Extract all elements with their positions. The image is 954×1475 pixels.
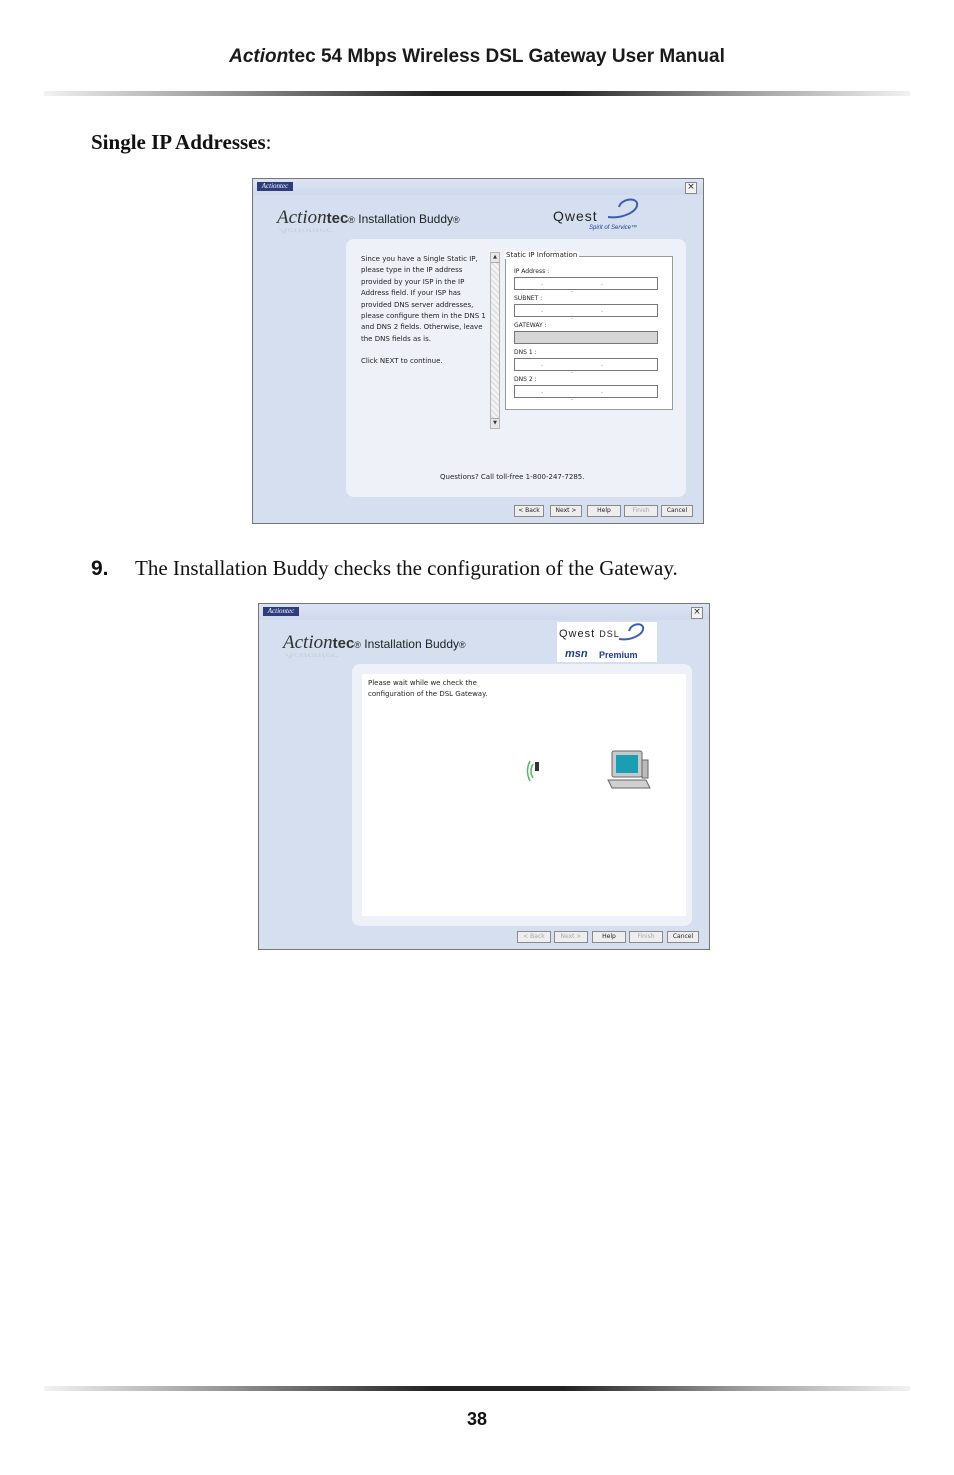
section-heading: Single IP Addresses: bbox=[91, 130, 272, 154]
dns2-label: DNS 2 : bbox=[514, 376, 537, 383]
premium-label: Premium bbox=[599, 650, 638, 660]
page-number: 38 bbox=[466, 1409, 488, 1429]
step-text: The Installation Buddy checks the configuration of the Gateway. bbox=[135, 556, 678, 580]
qwest-swoosh-icon bbox=[603, 197, 643, 221]
signal-icon bbox=[524, 758, 542, 784]
close-icon[interactable]: × bbox=[685, 182, 697, 194]
dns2-field[interactable]: . . . bbox=[514, 385, 658, 398]
progress-area bbox=[362, 674, 686, 916]
brand-reflection: Actiontec bbox=[285, 651, 338, 659]
help-button[interactable]: Help bbox=[587, 505, 621, 517]
help-button[interactable]: Help bbox=[592, 931, 626, 943]
dns1-label: DNS 1 : bbox=[514, 349, 537, 356]
instructions-scrollbar[interactable] bbox=[490, 252, 500, 429]
cancel-button[interactable]: Cancel bbox=[667, 931, 699, 943]
qwest-tagline: Spirit of Service™ bbox=[589, 225, 638, 231]
scroll-down-icon[interactable]: ▼ bbox=[491, 418, 499, 428]
group-title: Static IP Information bbox=[506, 251, 578, 259]
dialog-titlebar bbox=[259, 604, 709, 620]
header-title: tec 54 Mbps Wireless DSL Gateway User Manual bbox=[288, 46, 725, 67]
computer-icon bbox=[606, 750, 652, 792]
running-header bbox=[0, 46, 954, 68]
cancel-button[interactable]: Cancel bbox=[661, 505, 693, 517]
step-number: 9. bbox=[91, 557, 109, 580]
subnet-field[interactable]: . . . bbox=[514, 304, 658, 317]
content-panel bbox=[352, 664, 692, 926]
ip-address-label: IP Address : bbox=[514, 268, 550, 275]
support-phone-text: Questions? Call toll-free 1-800-247-7285. bbox=[440, 473, 585, 481]
qwest-swoosh-icon bbox=[617, 622, 649, 642]
msn-logo: msn bbox=[565, 648, 588, 660]
back-button[interactable]: < Back bbox=[514, 505, 544, 517]
header-rule bbox=[44, 91, 910, 96]
brand-reflection: Actiontec bbox=[279, 226, 332, 234]
subnet-label: SUBNET : bbox=[514, 295, 543, 302]
checking-dialog-screenshot bbox=[258, 603, 710, 950]
dialog-titlebar bbox=[253, 179, 703, 195]
gateway-field bbox=[514, 331, 658, 344]
static-ip-group bbox=[505, 251, 673, 410]
instructions-text: Since you have a Single Static IP, please type in the IP address provided by your ISP in the IP Address field. If your ISP has provided DNS server addresses, please configure them in the DNS 1 and DNS 2 fields. Otherwise, leave the DNS fields as is. Click NEXT to continue. bbox=[361, 255, 486, 366]
gateway-label: GATEWAY : bbox=[514, 322, 547, 329]
installation-buddy-brand: Actiontec® Installation Buddy® bbox=[283, 632, 466, 653]
qwest-logo: Qwest bbox=[553, 208, 598, 224]
static-ip-dialog-screenshot bbox=[252, 178, 704, 524]
actiontec-logo: Actiontec bbox=[257, 182, 293, 191]
finish-button: Finish bbox=[629, 931, 663, 943]
installation-buddy-brand: Actiontec® Installation Buddy® bbox=[277, 207, 460, 228]
wait-text: Please wait while we check the configuration of the DSL Gateway. bbox=[368, 679, 488, 699]
footer-rule bbox=[44, 1386, 910, 1391]
finish-button: Finish bbox=[624, 505, 658, 517]
scroll-up-icon[interactable]: ▲ bbox=[491, 253, 499, 263]
actiontec-logo: Actiontec bbox=[263, 607, 299, 616]
close-icon[interactable]: × bbox=[691, 607, 703, 619]
qwest-msn-logo: Qwest DSL msn Premium bbox=[557, 622, 657, 662]
ip-address-field[interactable]: . . . bbox=[514, 277, 658, 290]
step-9 bbox=[91, 556, 678, 581]
next-button[interactable]: Next > bbox=[550, 505, 582, 517]
back-button: < Back bbox=[517, 931, 551, 943]
dns1-field[interactable]: . . . bbox=[514, 358, 658, 371]
header-brand-italic: Action bbox=[229, 46, 289, 67]
next-button: Next > bbox=[554, 931, 588, 943]
content-panel bbox=[346, 239, 686, 497]
